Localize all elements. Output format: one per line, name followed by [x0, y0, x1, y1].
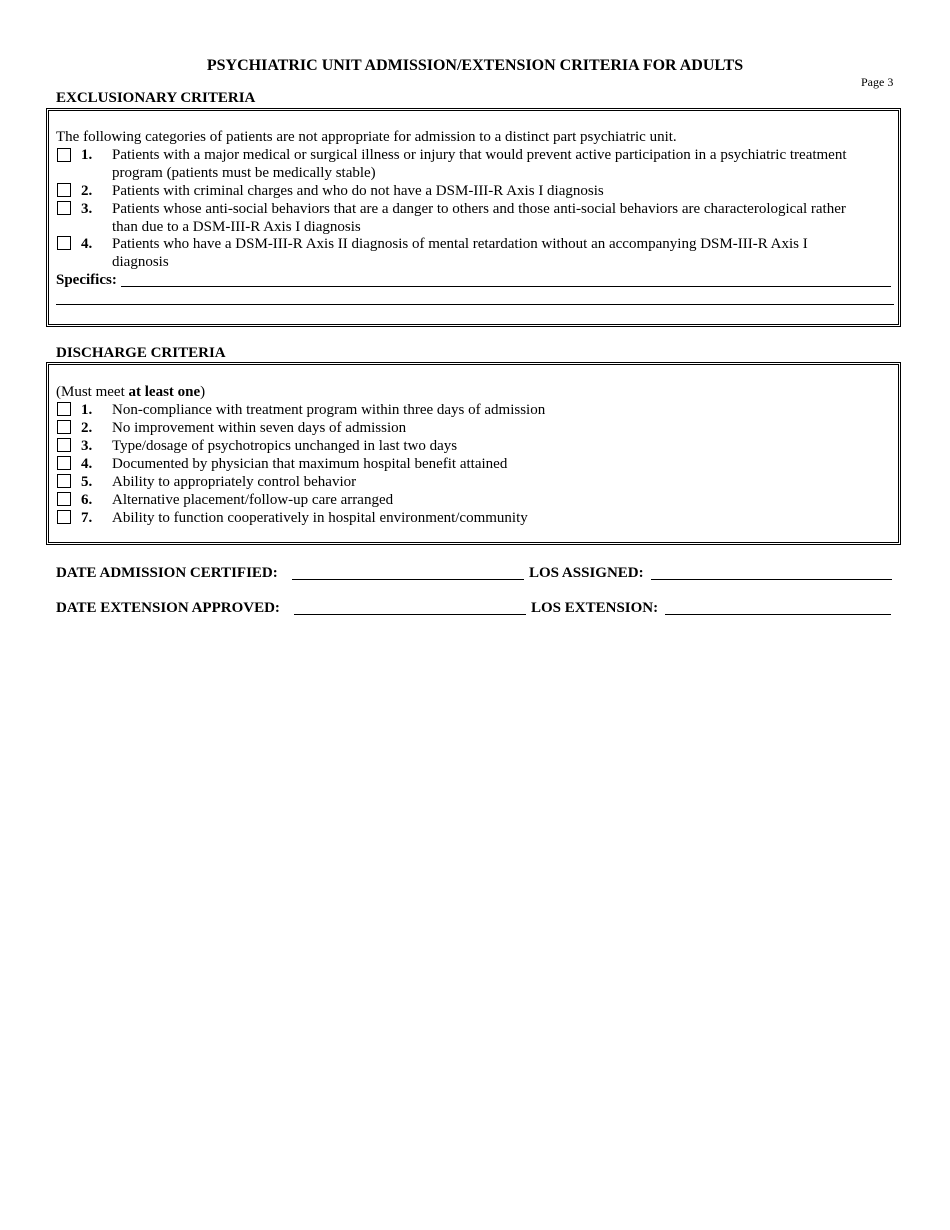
- discharge-intro-bold: at least one: [128, 384, 201, 400]
- discharge-item-6: Alternative placement/follow-up care arranged: [112, 492, 394, 508]
- discharge-item-number: 4.: [81, 456, 93, 472]
- exclusionary-checkbox-2[interactable]: [57, 183, 71, 197]
- exclusionary-item-4-line2: diagnosis: [112, 254, 169, 270]
- page-title: PSYCHIATRIC UNIT ADMISSION/EXTENSION CRITERIA FOR ADULTS: [206, 57, 744, 74]
- discharge-item-number: 3.: [81, 438, 93, 454]
- page-number: Page 3: [861, 75, 894, 89]
- discharge-checkbox-2[interactable]: [57, 420, 71, 434]
- los-assigned-label: LOS ASSIGNED:: [529, 565, 644, 581]
- discharge-item-number: 7.: [81, 510, 93, 526]
- exclusionary-item-number: 2.: [81, 183, 93, 199]
- specifics-line-2[interactable]: [56, 291, 894, 305]
- date-admission-label: DATE ADMISSION CERTIFIED:: [56, 565, 278, 581]
- discharge-item-4: Documented by physician that maximum hospital benefit attained: [112, 456, 508, 472]
- exclusionary-item-2-line1: Patients with criminal charges and who do not have a DSM-III-R Axis I diagnosis: [112, 183, 604, 199]
- discharge-checkbox-6[interactable]: [57, 492, 71, 506]
- date-extension-field[interactable]: [294, 601, 526, 615]
- exclusionary-item-number: 3.: [81, 201, 93, 217]
- discharge-checkbox-7[interactable]: [57, 510, 71, 524]
- exclusionary-item-number: 4.: [81, 236, 93, 252]
- discharge-item-number: 5.: [81, 474, 93, 490]
- discharge-checkbox-4[interactable]: [57, 456, 71, 470]
- exclusionary-item-1-line1: Patients with a major medical or surgical illness or injury that would prevent active participation in a psychiatric treatment: [112, 147, 847, 163]
- los-extension-label: LOS EXTENSION:: [531, 600, 659, 616]
- discharge-checkbox-3[interactable]: [57, 438, 71, 452]
- exclusionary-checkbox-1[interactable]: [57, 148, 71, 162]
- date-admission-field[interactable]: [292, 566, 524, 580]
- exclusionary-item-3-line1: Patients whose anti-social behaviors that are a danger to others and those anti-social behaviors are characterological rather: [112, 201, 846, 217]
- exclusionary-item-4-line1: Patients who have a DSM-III-R Axis II diagnosis of mental retardation without an accompanying DSM-III-R Axis I: [112, 236, 808, 252]
- exclusionary-item-1-line2: program (patients must be medically stable): [112, 165, 376, 181]
- discharge-item-3: Type/dosage of psychotropics unchanged in last two days: [112, 438, 458, 454]
- discharge-heading: DISCHARGE CRITERIA: [56, 345, 226, 361]
- exclusionary-checkbox-4[interactable]: [57, 236, 71, 250]
- discharge-checkbox-1[interactable]: [57, 402, 71, 416]
- discharge-item-number: 2.: [81, 420, 93, 436]
- discharge-item-number: 1.: [81, 402, 93, 418]
- discharge-intro: [56, 383, 205, 401]
- discharge-checkbox-5[interactable]: [57, 474, 71, 488]
- discharge-item-1: Non-compliance with treatment program within three days of admission: [112, 402, 546, 418]
- exclusionary-item-number: 1.: [81, 147, 93, 163]
- exclusionary-intro: The following categories of patients are not appropriate for admission to a distinct part psychiatric unit.: [56, 129, 677, 145]
- discharge-item-number: 6.: [81, 492, 93, 508]
- discharge-intro-suffix: ): [200, 384, 206, 400]
- discharge-intro-prefix: (Must meet: [56, 384, 129, 400]
- date-extension-label: DATE EXTENSION APPROVED:: [56, 600, 280, 616]
- los-assigned-field[interactable]: [651, 566, 892, 580]
- specifics-line-1[interactable]: [121, 273, 891, 287]
- los-extension-field[interactable]: [665, 601, 891, 615]
- discharge-item-7: Ability to function cooperatively in hospital environment/community: [112, 510, 528, 526]
- discharge-item-2: No improvement within seven days of admission: [112, 420, 407, 436]
- discharge-item-5: Ability to appropriately control behavior: [112, 474, 357, 490]
- exclusionary-item-3-line2: than due to a DSM-III-R Axis I diagnosis: [112, 219, 361, 235]
- exclusionary-checkbox-3[interactable]: [57, 201, 71, 215]
- exclusionary-heading: EXCLUSIONARY CRITERIA: [56, 90, 256, 106]
- specifics-label: Specifics:: [56, 272, 117, 288]
